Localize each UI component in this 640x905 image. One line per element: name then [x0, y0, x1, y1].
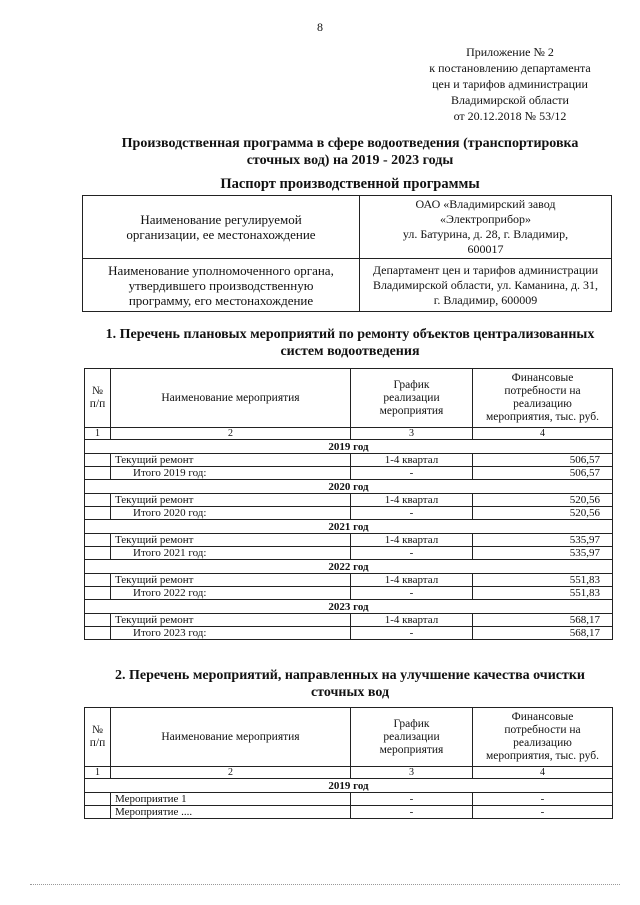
total-schedule: -: [351, 627, 473, 640]
item-name: Текущий ремонт: [111, 614, 351, 627]
total-amount: 520,56: [473, 507, 613, 520]
passport-table: [82, 195, 612, 312]
row-number: [85, 494, 111, 507]
item-name: Мероприятие ....: [111, 806, 351, 819]
table-row: [85, 494, 613, 507]
col-header-schedule: [351, 708, 473, 767]
row-number: [85, 534, 111, 547]
total-label: Итого 2019 год:: [111, 467, 351, 480]
passport-value-line: Владимирской области, ул. Каманина, д. 31,: [372, 277, 599, 292]
item-schedule: 1-4 квартал: [351, 494, 473, 507]
row-number: [85, 627, 111, 640]
col-header-finance: [473, 369, 613, 428]
col-header-line: Наименование мероприятия: [161, 730, 300, 743]
row-number: [85, 806, 111, 819]
col-header-line: реализации: [383, 391, 440, 404]
total-amount: 551,83: [473, 587, 613, 600]
column-number: 3: [351, 767, 473, 779]
header-row: [85, 369, 613, 428]
col-header-number: [85, 708, 111, 767]
approval-line: к постановлению департамента: [429, 61, 591, 75]
item-schedule: 1-4 квартал: [351, 574, 473, 587]
table-row: [85, 614, 613, 627]
year-label: 2019 год: [85, 440, 613, 454]
col-header-line: реализацию: [513, 737, 572, 749]
total-row: [85, 467, 613, 480]
col-header-line: реализации: [383, 730, 440, 743]
row-number: [85, 574, 111, 587]
table-row: [85, 806, 613, 819]
table-row: [85, 534, 613, 547]
column-number-row: [85, 428, 613, 440]
page-number: 8: [317, 20, 323, 34]
section2-heading-line: сточных вод: [310, 685, 390, 700]
row-number: [85, 467, 111, 480]
approval-block: [410, 44, 610, 124]
table-row: [85, 454, 613, 467]
col-header-finance: [473, 708, 613, 767]
column-number: 2: [111, 767, 351, 779]
section1-heading-line: систем водоотведения: [280, 344, 420, 359]
column-number: 1: [85, 767, 111, 779]
total-row: [85, 627, 613, 640]
item-schedule: -: [351, 806, 473, 819]
col-header-line: №: [92, 385, 103, 397]
year-row: [85, 440, 613, 454]
item-name: Текущий ремонт: [111, 494, 351, 507]
row-number: [85, 587, 111, 600]
passport-value-line: ул. Батурина, д. 28, г. Владимир,: [402, 227, 569, 241]
year-label: 2020 год: [85, 480, 613, 494]
column-number: 1: [85, 428, 111, 440]
col-header-line: мероприятия, тыс. руб.: [486, 750, 599, 762]
row-number: [85, 793, 111, 806]
col-header-line: потребности на: [504, 385, 581, 397]
row-number: [85, 547, 111, 560]
item-name: Текущий ремонт: [111, 454, 351, 467]
item-name: Текущий ремонт: [111, 534, 351, 547]
year-label: 2019 год: [85, 779, 613, 793]
year-label: 2023 год: [85, 600, 613, 614]
col-header-line: мероприятия: [379, 404, 444, 417]
table-row: [85, 793, 613, 806]
year-row: [85, 560, 613, 574]
year-row: [85, 480, 613, 494]
col-header-line: Финансовые: [511, 372, 574, 384]
approval-line: Владимирской области: [451, 93, 569, 107]
item-amount: 506,57: [473, 454, 613, 467]
table-row: [85, 574, 613, 587]
col-header-line: Финансовые: [511, 711, 574, 723]
col-header-number: [85, 369, 111, 428]
year-label: 2021 год: [85, 520, 613, 534]
total-label: Итого 2023 год:: [111, 627, 351, 640]
section1-table: [84, 368, 613, 640]
row-number: [85, 614, 111, 627]
total-amount: 568,17: [473, 627, 613, 640]
passport-label-line: организации, ее местонахождение: [126, 227, 316, 242]
row-number: [85, 454, 111, 467]
year-row: [85, 520, 613, 534]
item-schedule: -: [351, 793, 473, 806]
passport-value: [360, 259, 612, 312]
passport-label-line: программу, его местонахождение: [128, 292, 314, 308]
item-amount: 551,83: [473, 574, 613, 587]
item-amount: 535,97: [473, 534, 613, 547]
col-header-name: [111, 369, 351, 428]
passport-label-line: утвердившего производственную: [128, 277, 314, 293]
item-amount: 520,56: [473, 494, 613, 507]
col-header-line: реализацию: [513, 398, 572, 410]
approval-line: цен и тарифов администрации: [432, 77, 588, 91]
passport-label-line: Наименование регулируемой: [140, 212, 302, 227]
approval-line: от 20.12.2018 № 53/12: [453, 109, 567, 123]
title-line: Производственная программа в сфере водоотведения (транспортировка: [121, 136, 579, 151]
header-row: [85, 708, 613, 767]
item-amount: 568,17: [473, 614, 613, 627]
column-number-row: [85, 767, 613, 779]
column-number: 4: [473, 767, 613, 779]
col-header-line: №: [92, 724, 103, 736]
col-header-name: [111, 708, 351, 767]
total-row: [85, 587, 613, 600]
total-schedule: -: [351, 467, 473, 480]
col-header-line: потребности на: [504, 724, 581, 736]
year-row: [85, 600, 613, 614]
col-header-line: мероприятия, тыс. руб.: [486, 411, 599, 423]
passport-value-line: г. Владимир, 600009: [433, 292, 538, 307]
col-header-line: График: [393, 717, 430, 730]
column-number: 3: [351, 428, 473, 440]
col-header-line: мероприятия: [379, 743, 444, 756]
total-schedule: -: [351, 587, 473, 600]
passport-value: [360, 196, 612, 259]
item-name: Мероприятие 1: [111, 793, 351, 806]
col-header-line: Наименование мероприятия: [161, 391, 300, 404]
section2-heading: [85, 667, 615, 701]
total-schedule: -: [351, 547, 473, 560]
column-number: 2: [111, 428, 351, 440]
passport-row: [83, 196, 612, 259]
passport-value-line: 600017: [467, 242, 504, 256]
column-number: 4: [473, 428, 613, 440]
col-header-line: п/п: [89, 737, 106, 749]
scan-artifact-line: [30, 884, 620, 886]
title-line: сточных вод) на 2019 - 2023 годы: [246, 153, 454, 168]
total-amount: 506,57: [473, 467, 613, 480]
passport-heading: Паспорт производственной программы: [220, 176, 480, 192]
item-name: Текущий ремонт: [111, 574, 351, 587]
passport-label: [83, 259, 360, 312]
approval-line: Приложение № 2: [466, 45, 554, 59]
total-row: [85, 547, 613, 560]
document-title: [80, 135, 620, 169]
item-amount: -: [473, 793, 613, 806]
item-schedule: 1-4 квартал: [351, 614, 473, 627]
total-schedule: -: [351, 507, 473, 520]
section2-heading-line: 2. Перечень мероприятий, направленных на улучшение качества очистки: [114, 668, 585, 683]
total-label: Итого 2020 год:: [111, 507, 351, 520]
total-row: [85, 507, 613, 520]
item-schedule: 1-4 квартал: [351, 534, 473, 547]
passport-value-line: ОАО «Владимирский завод: [415, 197, 556, 211]
passport-row: [83, 259, 612, 312]
passport-label-line: Наименование уполномоченного органа,: [108, 262, 334, 278]
col-header-line: График: [393, 378, 430, 391]
item-amount: -: [473, 806, 613, 819]
col-header-line: п/п: [89, 398, 106, 410]
section2-table: [84, 707, 613, 819]
section1-heading-line: 1. Перечень плановых мероприятий по ремонту объектов централизованных: [105, 327, 595, 342]
passport-value-line: Департамент цен и тарифов администрации: [372, 262, 599, 277]
section1-heading: [85, 326, 615, 360]
item-schedule: 1-4 квартал: [351, 454, 473, 467]
year-label: 2022 год: [85, 560, 613, 574]
year-row: [85, 779, 613, 793]
col-header-schedule: [351, 369, 473, 428]
passport-value-line: «Электроприбор»: [439, 212, 532, 226]
total-label: Итого 2021 год:: [111, 547, 351, 560]
total-amount: 535,97: [473, 547, 613, 560]
passport-label: [83, 196, 360, 259]
row-number: [85, 507, 111, 520]
total-label: Итого 2022 год:: [111, 587, 351, 600]
